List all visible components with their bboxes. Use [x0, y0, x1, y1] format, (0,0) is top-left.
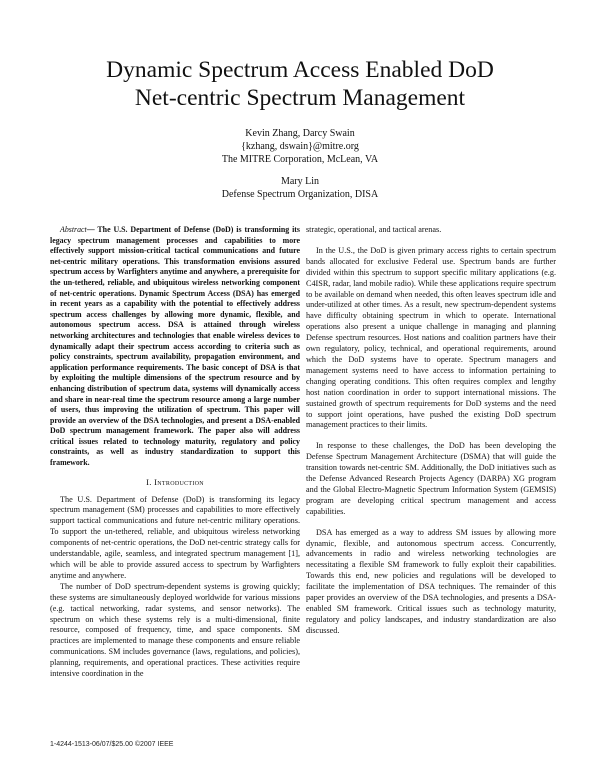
right-column: [306, 225, 556, 637]
intro-paragraph-3: In the U.S., the DoD is given primary access rights to certain spectrum bands allocated for exclusive Federal use. Spectrum bands are further divided within this spectrum to support specific military applications (e.g. C4ISR, radar, land mobile radio). While these applications require spectrum to be available on demand when needed, this often leaves spectrum idle and under-utilized at other times. As a result, new spectrum-dependent systems have difficulty obtaining spectrum in which to operate. International operations also present a unique challenge in managing and planning Defense spectrum resources. Host nations and coalition partners have their own regulatory, policy, technical, and operational requirements, around which the DoD systems have to operate. Spectrum managers and management systems need to have access to information pertaining to changing operating conditions. This often requires complex and lengthy host nation coordination in order to support international missions. The sustained growth of spectrum requirements for DoD systems and the need to support joint operations, have pushed the existing DoD spectrum management practices to their limits.: [306, 245, 556, 430]
intro-paragraph-5: DSA has emerged as a way to address SM issues by allowing more dynamic, flexible, and autonomous spectrum access. Concurrently, advancements in radio and wireless networking technologies are necessitating a flexible SM framework to fully exploit their capabilities. Towards this end, new policies and regulations will be developed to facilitate the implementation of DSA techniques. The remainder of this paper provides an overview of the DSA technologies, and presents a DSA-enabled SM framework. Critical issues such as technology maturity, regulatory and policy landscapes, and industry standardization are also discussed.: [306, 527, 556, 635]
section-title: Introduction: [154, 476, 204, 487]
author-affiliation: Defense Spectrum Organization, DISA: [221, 189, 379, 200]
intro-paragraph-1: The U.S. Department of Defense (DoD) is transforming its legacy spectrum management (SM) processes and capabilities to more effectively support tactical communications and future net-centric military operations. To support the un-tethered, reliable, and ubiquitous wireless networking components of net-centric operations, the DoD net-centric strategy calls for understandable, agile, seamless, and integrated spectrum management [1], which will be able to provide assured access to spectrum by Warfighters anytime and anywhere.: [50, 494, 300, 580]
abstract-label: Abstract: [60, 225, 87, 234]
author-block-1: [0, 127, 600, 166]
author-email: {kzhang, dswain}@mitre.org: [241, 141, 359, 152]
author-affiliation: The MITRE Corporation, McLean, VA: [221, 154, 379, 165]
intro-paragraph-4: In response to these challenges, the DoD has been developing the Defense Spectrum Management Architecture (DSMA) that will guide the transition towards net-centric SM. Additionally, the DoD initiatives such as the Defense Advanced Research Projects Agency (DARPA) XG program and the Global Electro-Magnetic Spectrum Information System (GEMSIS) program are developing critical spectrum management and access capabilities.: [306, 441, 556, 516]
title-line-1: Dynamic Spectrum Access Enabled DoD: [106, 57, 494, 83]
left-column: [50, 225, 300, 680]
author-block-2: [0, 175, 600, 201]
copyright-footer: 1-4244-1513-06/07/$25.00 ©2007 IEEE: [50, 741, 174, 748]
abstract: [50, 225, 300, 469]
author-names: Mary Lin: [280, 176, 320, 187]
section-heading-introduction: [50, 477, 300, 488]
intro-paragraph-2: The number of DoD spectrum-dependent systems is growing quickly; these systems are simultaneously deployed worldwide for various missions (e.g. tactical networking, radar systems, and sensor networks). The spectrum on which these systems rely is a multi-dimensional, finite resource, composed of frequency, time, and space components. SM practices are implemented to manage these components and ensure reliable communications. SM includes governance (laws, regulations, and policies), planning, requirements, and operational practices. These activities require intensive coordination in the: [50, 581, 300, 679]
title-line-2: Net-centric Spectrum Management: [134, 85, 466, 111]
section-number: I.: [146, 476, 152, 487]
intro-paragraph-continuation: strategic, operational, and tactical arenas.: [306, 225, 442, 234]
paper-title: [0, 56, 600, 112]
abstract-text: — The U.S. Department of Defense (DoD) is transforming its legacy spectrum management processes and capabilities to more effectively support mission-critical tactical communications and future net-centric military operations. This transformation envisions assured spectrum access by Warfighters anytime and anywhere, a prerequisite for the un-tethered, reliable, and ubiquitous wireless networking component of net-centric operations. Dynamic Spectrum Access (DSA) has emerged in recent years as a capability with the potential to effectively address spectrum access challenges by allowing more dynamic, flexible, and autonomous spectrum access. DSA is attained through wireless networking architectures and technologies that enable wireless devices to dynamically adapt their spectrum access according to criteria such as policy constraints, spectrum availability, propagation environment, and application performance requirements. The basic concept of DSA is that by exploiting the multiple dimensions of the spectrum resource and by enhancing distribution of spectrum data, systems will dynamically access and share in near-real time the spectrum resource among a large number of users, thus improving the utilization of spectrum. This paper will provide an overview of the DSA technologies, and present a DSA-enabled DoD spectrum management framework. The paper also will address critical issues related to technology maturity, regulatory and policy constraints, as well as industry standardization to support this framework.: [50, 225, 300, 468]
author-names: Kevin Zhang, Darcy Swain: [245, 128, 355, 139]
